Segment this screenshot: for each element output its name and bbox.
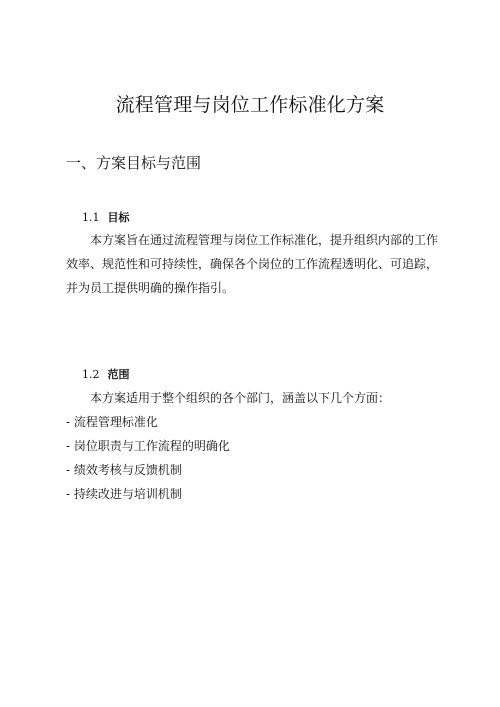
subsection-number: 1.1 <box>82 211 100 224</box>
document-title: 流程管理与岗位工作标准化方案 <box>115 94 385 116</box>
list-item: - 持续改进与培训机制 <box>66 487 182 501</box>
subsection-number: 1.2 <box>82 368 100 381</box>
section-heading: 一、方案目标与范围 <box>66 154 202 172</box>
list-item: - 绩效考核与反馈机制 <box>66 463 182 477</box>
subsection-heading-goal <box>82 209 130 225</box>
scope-paragraph: 本方案适用于整个组织的各个部门，涵盖以下几个方面： <box>90 391 391 405</box>
list-item: - 岗位职责与工作流程的明确化 <box>66 439 230 453</box>
scope-list <box>66 410 230 506</box>
subsection-label: 目标 <box>107 211 130 224</box>
subsection-label: 范围 <box>107 368 130 381</box>
goal-paragraph: 本方案旨在通过流程管理与岗位工作标准化，提升组织内部的工作效率、规范性和可持续性，确保各个岗位的工作流程透明化、可追踪，并为员工提供明确的操作指引。 <box>66 233 439 295</box>
subsection-heading-scope <box>82 366 130 382</box>
list-item: - 流程管理标准化 <box>66 415 158 429</box>
